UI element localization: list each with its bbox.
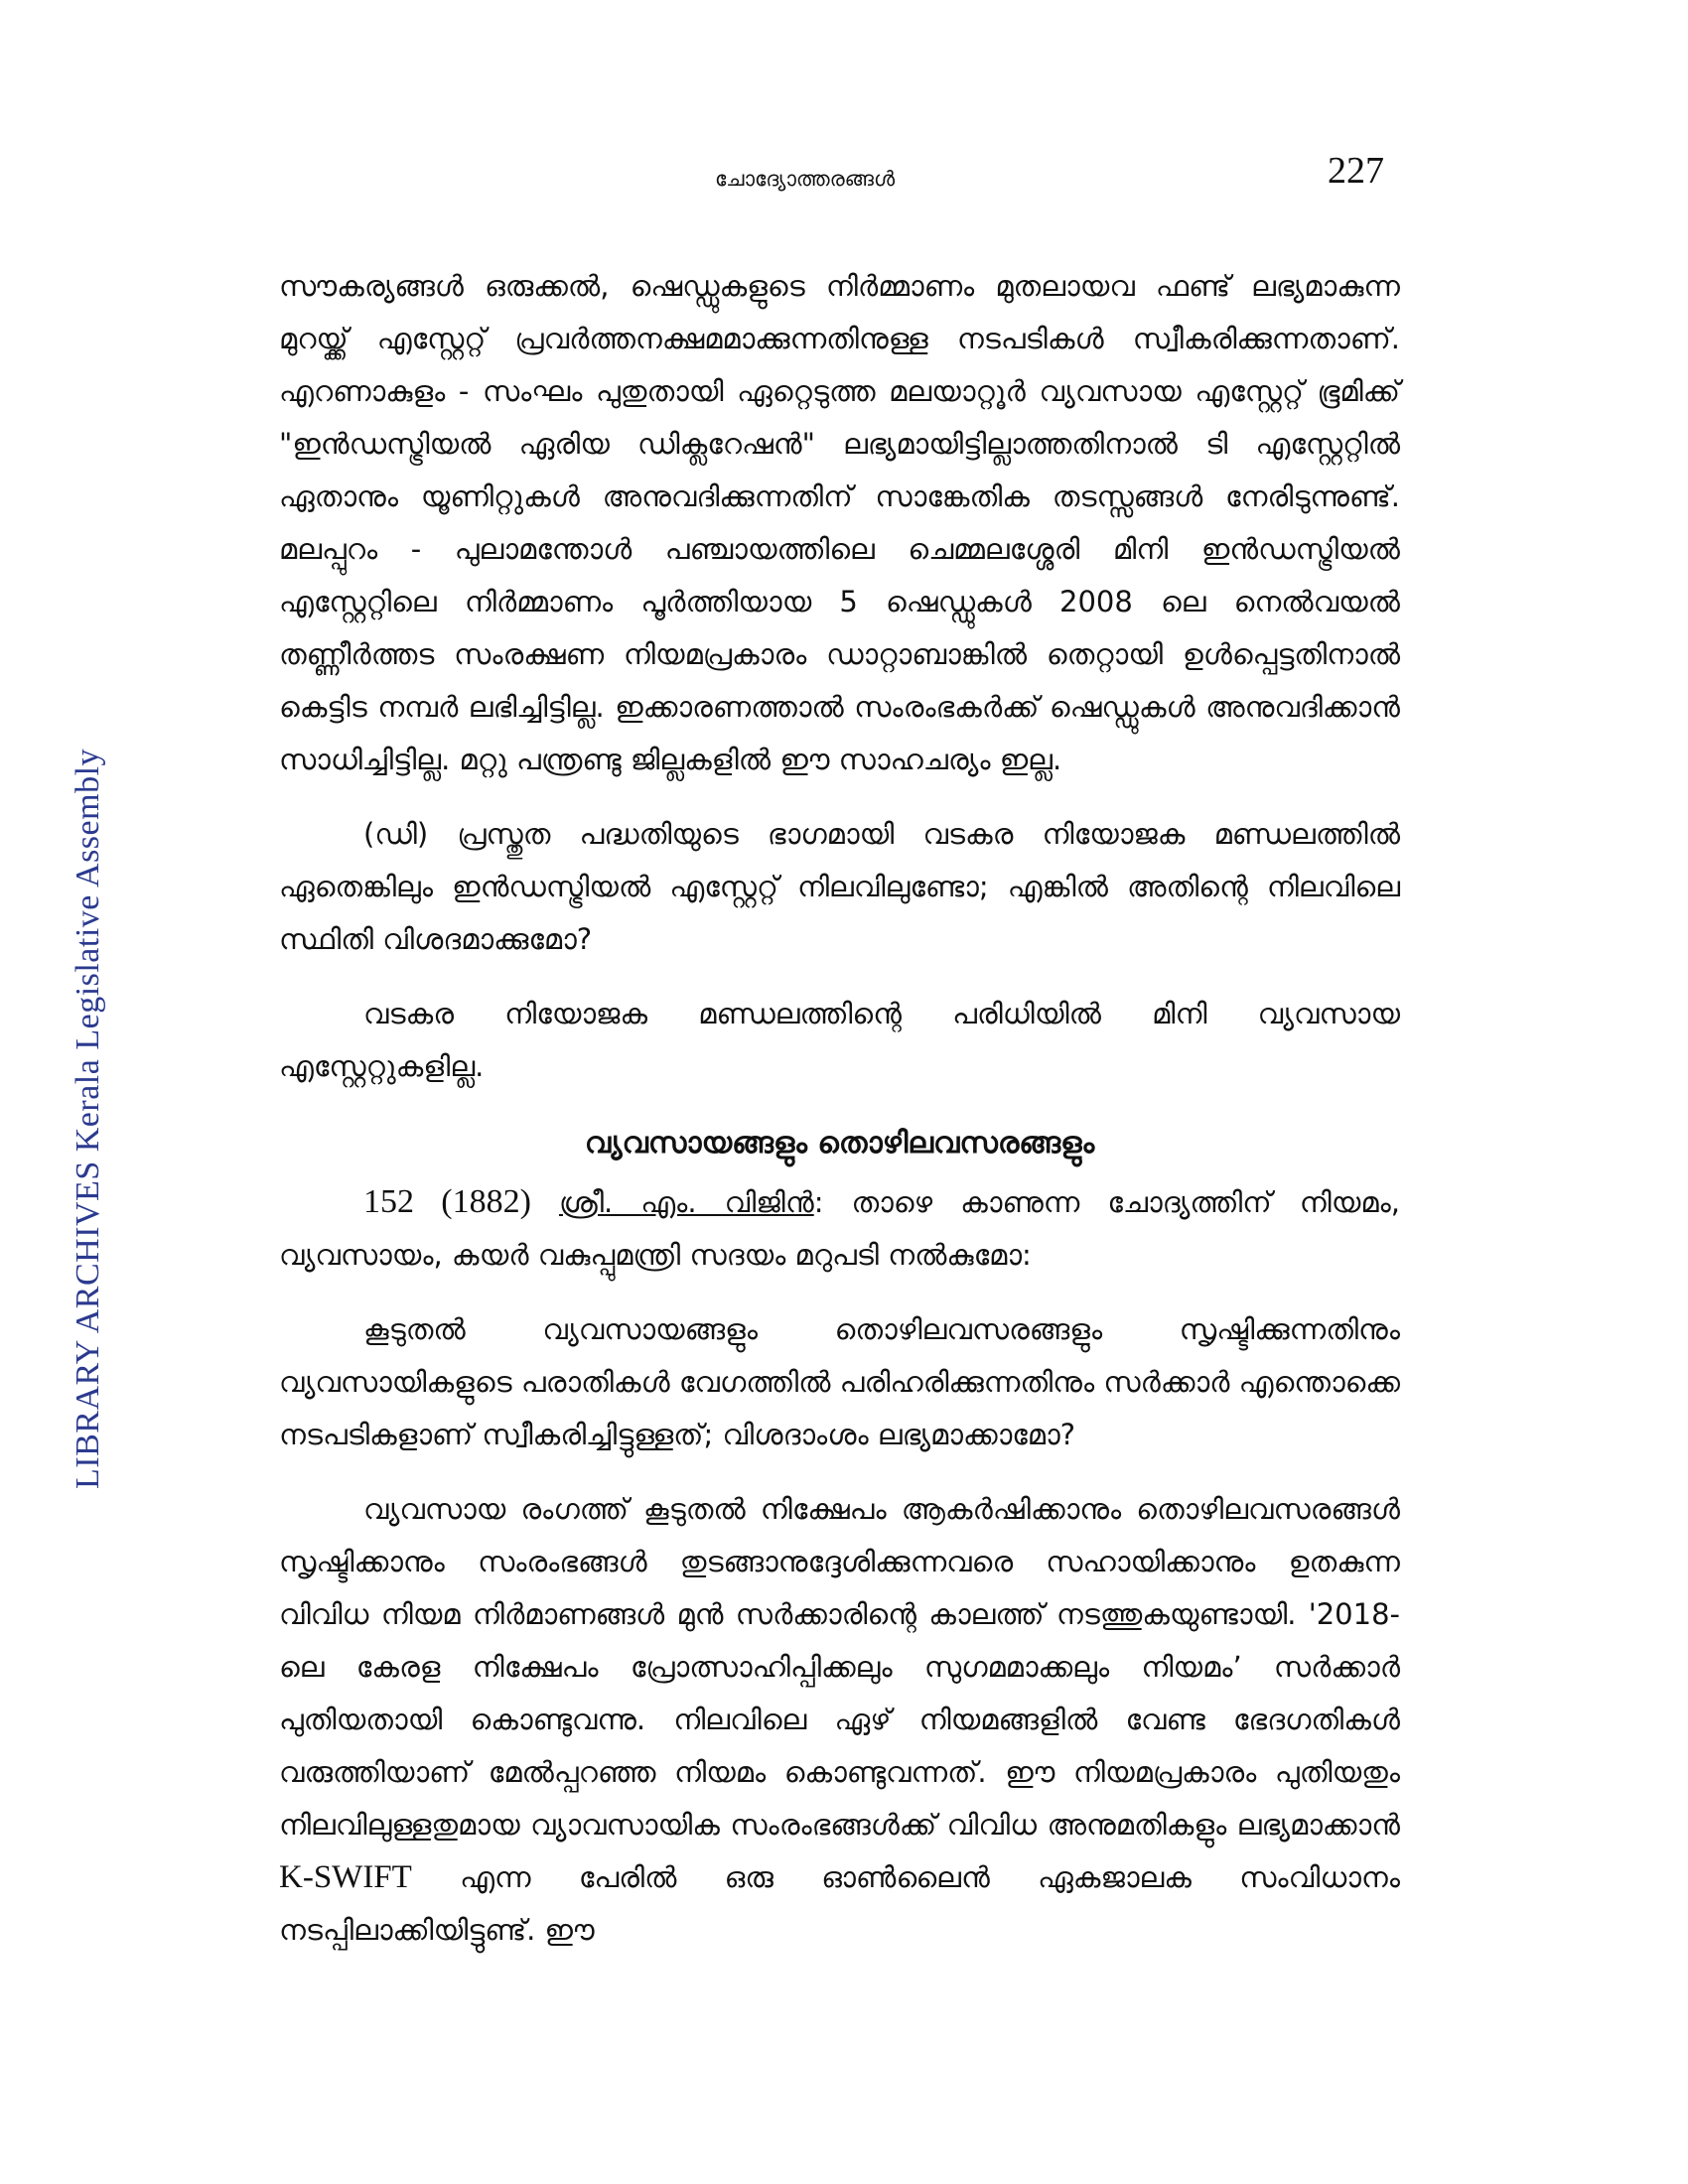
- question-d-paragraph: (ഡി) പ്രസ്തുത പദ്ധതിയുടെ ഭാഗമായി വടകര നിയോജക മണ്ഡലത്തിൽ ഏതെങ്കിലും ഇൻഡസ്ട്രിയൽ എസ്റ്റേറ്റ് നിലവിലുണ്ടോ; എങ്കിൽ അതിന്റെ നിലവിലെ സ്ഥിതി വിശദമാക്കുമോ?: [279, 817, 1400, 956]
- answer-continuation-paragraph: സൗകര്യങ്ങൾ ഒരുക്കൽ, ഷെഡ്ഡുകളുടെ നിർമ്മാണം മുതലായവ ഫണ്ട് ലഭ്യമാകുന്ന മുറയ്ക്ക് എസ്റ്റേറ്റ് പ്രവർത്തനക്ഷമമാക്കുന്നതിനുള്ള നടപടികൾ സ്വീകരിക്കുന്നതാണ്. എറണാകുളം - സംഘം പുതുതായി ഏറ്റെടുത്ത മലയാറ്റൂർ വ്യവസായ എസ്റ്റേറ്റ് ഭൂമിക്ക് "ഇൻഡസ്ട്രിയൽ ഏരിയ ഡിക്ലറേഷൻ" ലഭ്യമായിട്ടില്ലാത്തതിനാൽ ടി എസ്റ്റേറ്റിൽ ഏതാനും യൂണിറ്റുകൾ അനുവദിക്കുന്നതിന് സാങ്കേതിക തടസ്സങ്ങൾ നേരിടുന്നുണ്ട്. മലപ്പുറം - പുലാമന്തോൾ പഞ്ചായത്തിലെ ചെമ്മലശ്ശേരി മിനി ഇൻഡസ്ട്രിയൽ എസ്റ്റേറ്റിലെ നിർമ്മാണം പൂർത്തിയായ 5 ഷെഡ്ഡുകൾ 2008 ലെ നെൽവയൽ തണ്ണീർത്തട സംരക്ഷണ നിയമപ്രകാരം ഡാറ്റാബാങ്കിൽ തെറ്റായി ഉൾപ്പെട്ടതിനാൽ കെട്ടിട നമ്പർ ലഭിച്ചിട്ടില്ല. ഇക്കാരണത്താൽ സംരംഭകർക്ക് ഷെഡ്ഡുകൾ അനുവദിക്കാൻ സാധിച്ചിട്ടില്ല. മറ്റു പന്ത്രണ്ടു ജില്ലകളിൽ ഈ സാഹചര്യം ഇല്ല.: [279, 269, 1400, 776]
- page-number: 227: [1328, 150, 1384, 192]
- answer-d-paragraph: വടകര നിയോജക മണ്ഡലത്തിന്റെ പരിധിയിൽ മിനി വ്യവസായ എസ്റ്റേറ്റുകളില്ല.: [279, 997, 1400, 1083]
- answer-text-part2: എന്ന പേരിൽ ഒരു ഓൺലൈൻ ഏകജാലക സംവിധാനം നടപ്പിലാക്കിയിട്ടുണ്ട്. ഈ: [279, 1860, 1400, 1947]
- question-paragraph: കൂടുതൽ വ്യവസായങ്ങളും തൊഴിലവസരങ്ങളും സൃഷ്ടിക്കുന്നതിനും വ്യവസായികളുടെ പരാതികൾ വേഗത്തിൽ പരിഹരിക്കുന്നതിനും സർക്കാർ എന്തൊക്കെ നടപടികളാണ് സ്വീകരിച്ചിട്ടുള്ളത്; വിശദാംശം ലഭ്യമാക്കാമോ?: [279, 1312, 1400, 1451]
- library-archives-watermark: LIBRARY ARCHIVES Kerala Legislative Assembly: [70, 748, 106, 1489]
- page-body: [279, 260, 1400, 1957]
- question-intro-text: : താഴെ കാണുന്ന ചോദ്യത്തിന് നിയമം, വ്യവസായം, കയർ വകുപ്പുമന്ത്രി സദയം മറുപടി നൽകുമോ:: [279, 1185, 1400, 1272]
- question-number: 152 (1882): [363, 1183, 531, 1220]
- running-title: ചോദ്യോത്തരങ്ങൾ: [715, 167, 896, 191]
- section-heading: വ്യവസായങ്ങളും തൊഴിലവസരങ്ങളും: [584, 1126, 1095, 1160]
- k-swift-term: K-SWIFT: [279, 1859, 412, 1895]
- answer-paragraph: [279, 1483, 1400, 1957]
- question-intro-paragraph: [279, 1175, 1400, 1282]
- member-name: ശ്രീ. എം. വിജിൻ: [558, 1185, 814, 1219]
- answer-text-part1: വ്യവസായ രംഗത്ത് കൂടുതൽ നിക്ഷേപം ആകർഷിക്കാനും തൊഴിലവസരങ്ങൾ സൃഷ്ടിക്കാനും സംരംഭങ്ങൾ തുടങ്ങാനുദ്ദേശിക്കുന്നവരെ സഹായിക്കാനും ഉതകുന്ന വിവിധ നിയമ നിർമാണങ്ങൾ മുൻ സർക്കാരിന്റെ കാലത്ത് നടത്തുകയുണ്ടായി. '2018-ലെ കേരള നിക്ഷേപം പ്രോത്സാഹിപ്പിക്കലും സുഗമമാക്കലും നിയമം’ സർക്കാർ പുതിയതായി കൊണ്ടുവന്നു. നിലവിലെ ഏഴ് നിയമങ്ങളിൽ വേണ്ട ഭേദഗതികൾ വരുത്തിയാണ് മേൽപ്പറഞ്ഞ നിയമം കൊണ്ടുവന്നത്. ഈ നിയമപ്രകാരം പുതിയതും നിലവിലുള്ളതുമായ വ്യാവസായിക സംരംഭങ്ങൾക്ക് വിവിധ അനുമതികളും ലഭ്യമാക്കാൻ: [279, 1492, 1400, 1842]
